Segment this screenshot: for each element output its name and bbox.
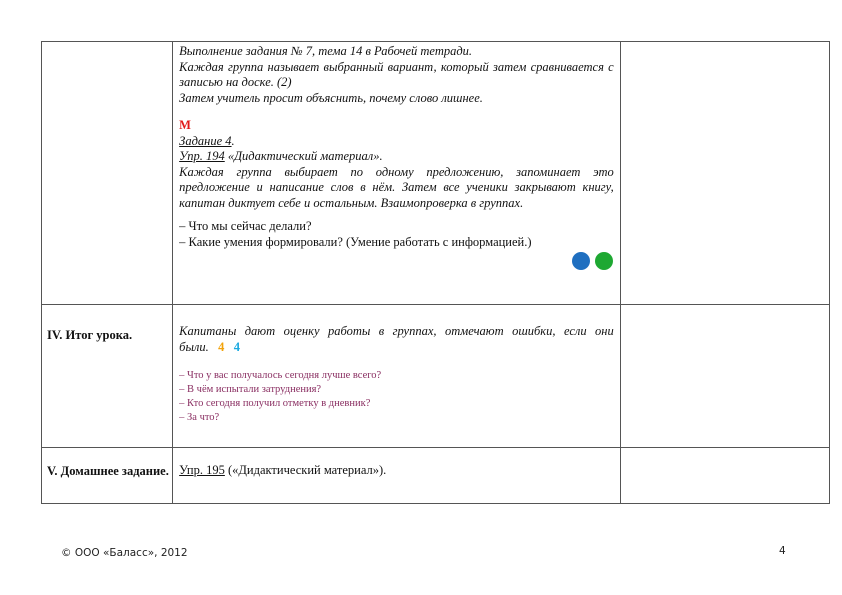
question: – Какие умения формировали? (Умение работать с информацией.): [179, 234, 532, 249]
blue-circle-icon: [572, 252, 590, 270]
exercise-source: («Дидактический материал»).: [224, 463, 387, 477]
copyright-footer: © ООО «Баласс», 2012: [61, 547, 188, 559]
exercise-ref: Упр. 195: [179, 463, 225, 477]
green-circle-icon: [595, 252, 613, 270]
exercise-line: [179, 149, 614, 165]
exercise-source: «Дидактический материал».: [224, 149, 383, 163]
stage-cell: [42, 42, 173, 305]
homework-line: [179, 463, 614, 479]
exercise-ref: Упр. 194: [179, 149, 225, 163]
grade-blue: 4: [233, 339, 240, 354]
assignment-line: Затем учитель просит объяснить, почему слово лишнее.: [179, 90, 483, 105]
task-heading: [179, 134, 614, 150]
stage-cell: IV. Итог урока.: [42, 305, 173, 448]
summary-text: [179, 324, 614, 355]
summary-sentence: Капитаны дают оценку работы в группах, отмечают ошибки, если они были.: [179, 324, 614, 354]
content-cell: [173, 42, 621, 305]
instructions: Каждая группа выбирает по одному предложению, запоминает это предложение и написание слов в нём. Затем все ученики закрывают книгу, капитан диктует себе и остальным. Взаимопроверка в группах.: [179, 164, 614, 210]
reflection-question: – Что у вас получалось сегодня лучше всего?: [179, 370, 382, 381]
reflection-question: – В чём испытали затруднения?: [179, 384, 322, 395]
grade-orange: 4: [218, 339, 225, 354]
page-number: 4: [779, 545, 786, 557]
reflection-question: – Кто сегодня получил отметку в дневник?: [179, 398, 371, 409]
table-row: [42, 305, 830, 448]
content-cell: [173, 448, 621, 504]
method-marker: М: [179, 118, 191, 132]
content-cell: [173, 305, 621, 448]
question: – Что мы сейчас делали?: [179, 219, 312, 233]
reflection-question: – За что?: [179, 412, 220, 423]
task-label-period: .: [231, 133, 235, 148]
assignment-line: Выполнение задания № 7, тема 14 в Рабочей тетради.: [179, 44, 473, 58]
notes-cell: [620, 305, 829, 448]
table-row: [42, 448, 830, 504]
table-row: [42, 42, 830, 305]
notes-cell: [620, 42, 829, 305]
stage-cell: V. Домашнее задание.: [42, 448, 173, 504]
notes-cell: [620, 448, 829, 504]
assignment-line: Каждая группа называет выбранный вариант, который затем сравнивается с записью на доске. (2): [179, 59, 614, 89]
indicator-dots: [179, 250, 614, 272]
lesson-table: [41, 41, 830, 504]
task-label: Задание 4: [179, 133, 232, 148]
